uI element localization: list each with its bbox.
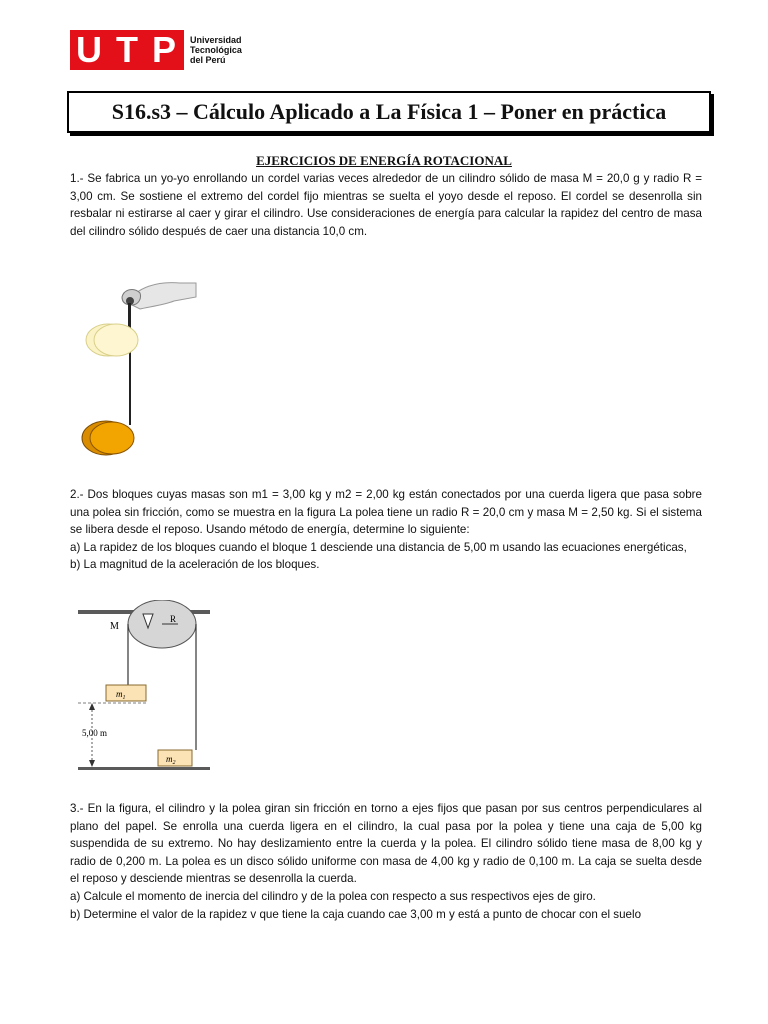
problem-1-text: 1.- Se fabrica un yo-yo enrollando un cordel varias veces alrededor de un cilindro sólido de masa M = 20,0 g y radio R = 3,00 cm. Se sostiene el extremo del cordel fijo mientras se suelta el yoyo desde el reposo. El cordel se desenrolla sin resbalar ni estirarse al caer y girar el cilindro. Use consideraciones de energía para calcular la rapidez del centro de masa del cilindro sólido después de caer una distancia 10,0 cm.: [70, 172, 702, 238]
problem-3-text: 3.- En la figura, el cilindro y la polea giran sin fricción en torno a ejes fijos que pasan por sus centros perpendiculares al plano del papel. Se enrolla una cuerda ligera en el cilindro, la cual pasa por la polea y tiene una caja de 5,00 kg suspendida de su extremo. No hay deslizamiento entre la cuerda y la polea. El cilindro sólido tiene masa de 8,00 kg y radio de 0,200 m. La polea es un disco sólido uniforme con masa de 4,00 kg y radio de 0,100 m. La caja se suelta desde el reposo y desciende mientras se desenrolla la cuerda.: [70, 802, 702, 886]
problem-3-item-a: a) Calcule el momento de inercia del cilindro y de la polea con respecto a sus respectivos ejes de giro.: [70, 889, 596, 903]
logo-letter-u: U: [75, 29, 104, 70]
block-m2-label: $m_2$: [166, 754, 176, 766]
logo-line-3: del Perú: [190, 55, 226, 65]
distance-label: 5,00 m: [82, 728, 108, 738]
distance-arrow-down: [89, 760, 95, 767]
yoyo-initial-position-front: [94, 324, 138, 356]
problem-2: [70, 486, 702, 574]
floor-bar: [78, 767, 210, 770]
problem-3-item-b: b) Determine el valor de la rapidez v que tiene la caja cuando cae 3,00 m y está a punto de chocar con el suelo: [70, 907, 642, 921]
utp-logo-box: [70, 30, 184, 70]
block-m1: [106, 685, 146, 701]
logo-letter-t: T: [115, 29, 140, 70]
logo-line-1: Universidad: [190, 35, 242, 45]
document-title: S16.s3 – Cálculo Aplicado a La Física 1 – Poner en práctica: [111, 99, 667, 124]
problem-2-text: 2.- Dos bloques cuyas masas son m1 = 3,00 kg y m2 = 2,00 kg están conectados por una cuerda ligera que pasa sobre una polea sin fricción, como se muestra en la figura La polea tiene un radio R = 20,0 cm y masa M = 2,50 kg. Si el sistema se libera desde el reposo. Usando método de energía, determine lo siguiente:: [70, 488, 702, 537]
logo-letter-p: P: [151, 29, 178, 70]
yoyo-figure: [78, 275, 208, 465]
utp-logo: [70, 30, 242, 70]
block-m1-label: $m_1$: [116, 689, 126, 701]
document-title-box: [67, 91, 711, 133]
problem-1: [70, 170, 702, 240]
logo-university-name: [190, 35, 242, 65]
problem-2-item-a: a) La rapidez de los bloques cuando el bloque 1 desciende una distancia de 5,00 m usando las ecuaciones energéticas,: [70, 540, 687, 554]
yoyo-final-position: [90, 422, 134, 454]
pulley-radius-label: R: [170, 614, 177, 624]
section-heading: EJERCICIOS DE ENERGÍA ROTACIONAL: [256, 153, 512, 168]
problem-2-item-b: b) La magnitud de la aceleración de los bloques.: [70, 558, 320, 572]
pulley-figure: [78, 600, 210, 778]
distance-arrow-up: [89, 703, 95, 710]
problem-3: [70, 800, 702, 923]
pulley-mass-label: M: [110, 621, 119, 632]
logo-line-2: Tecnológica: [190, 45, 242, 55]
